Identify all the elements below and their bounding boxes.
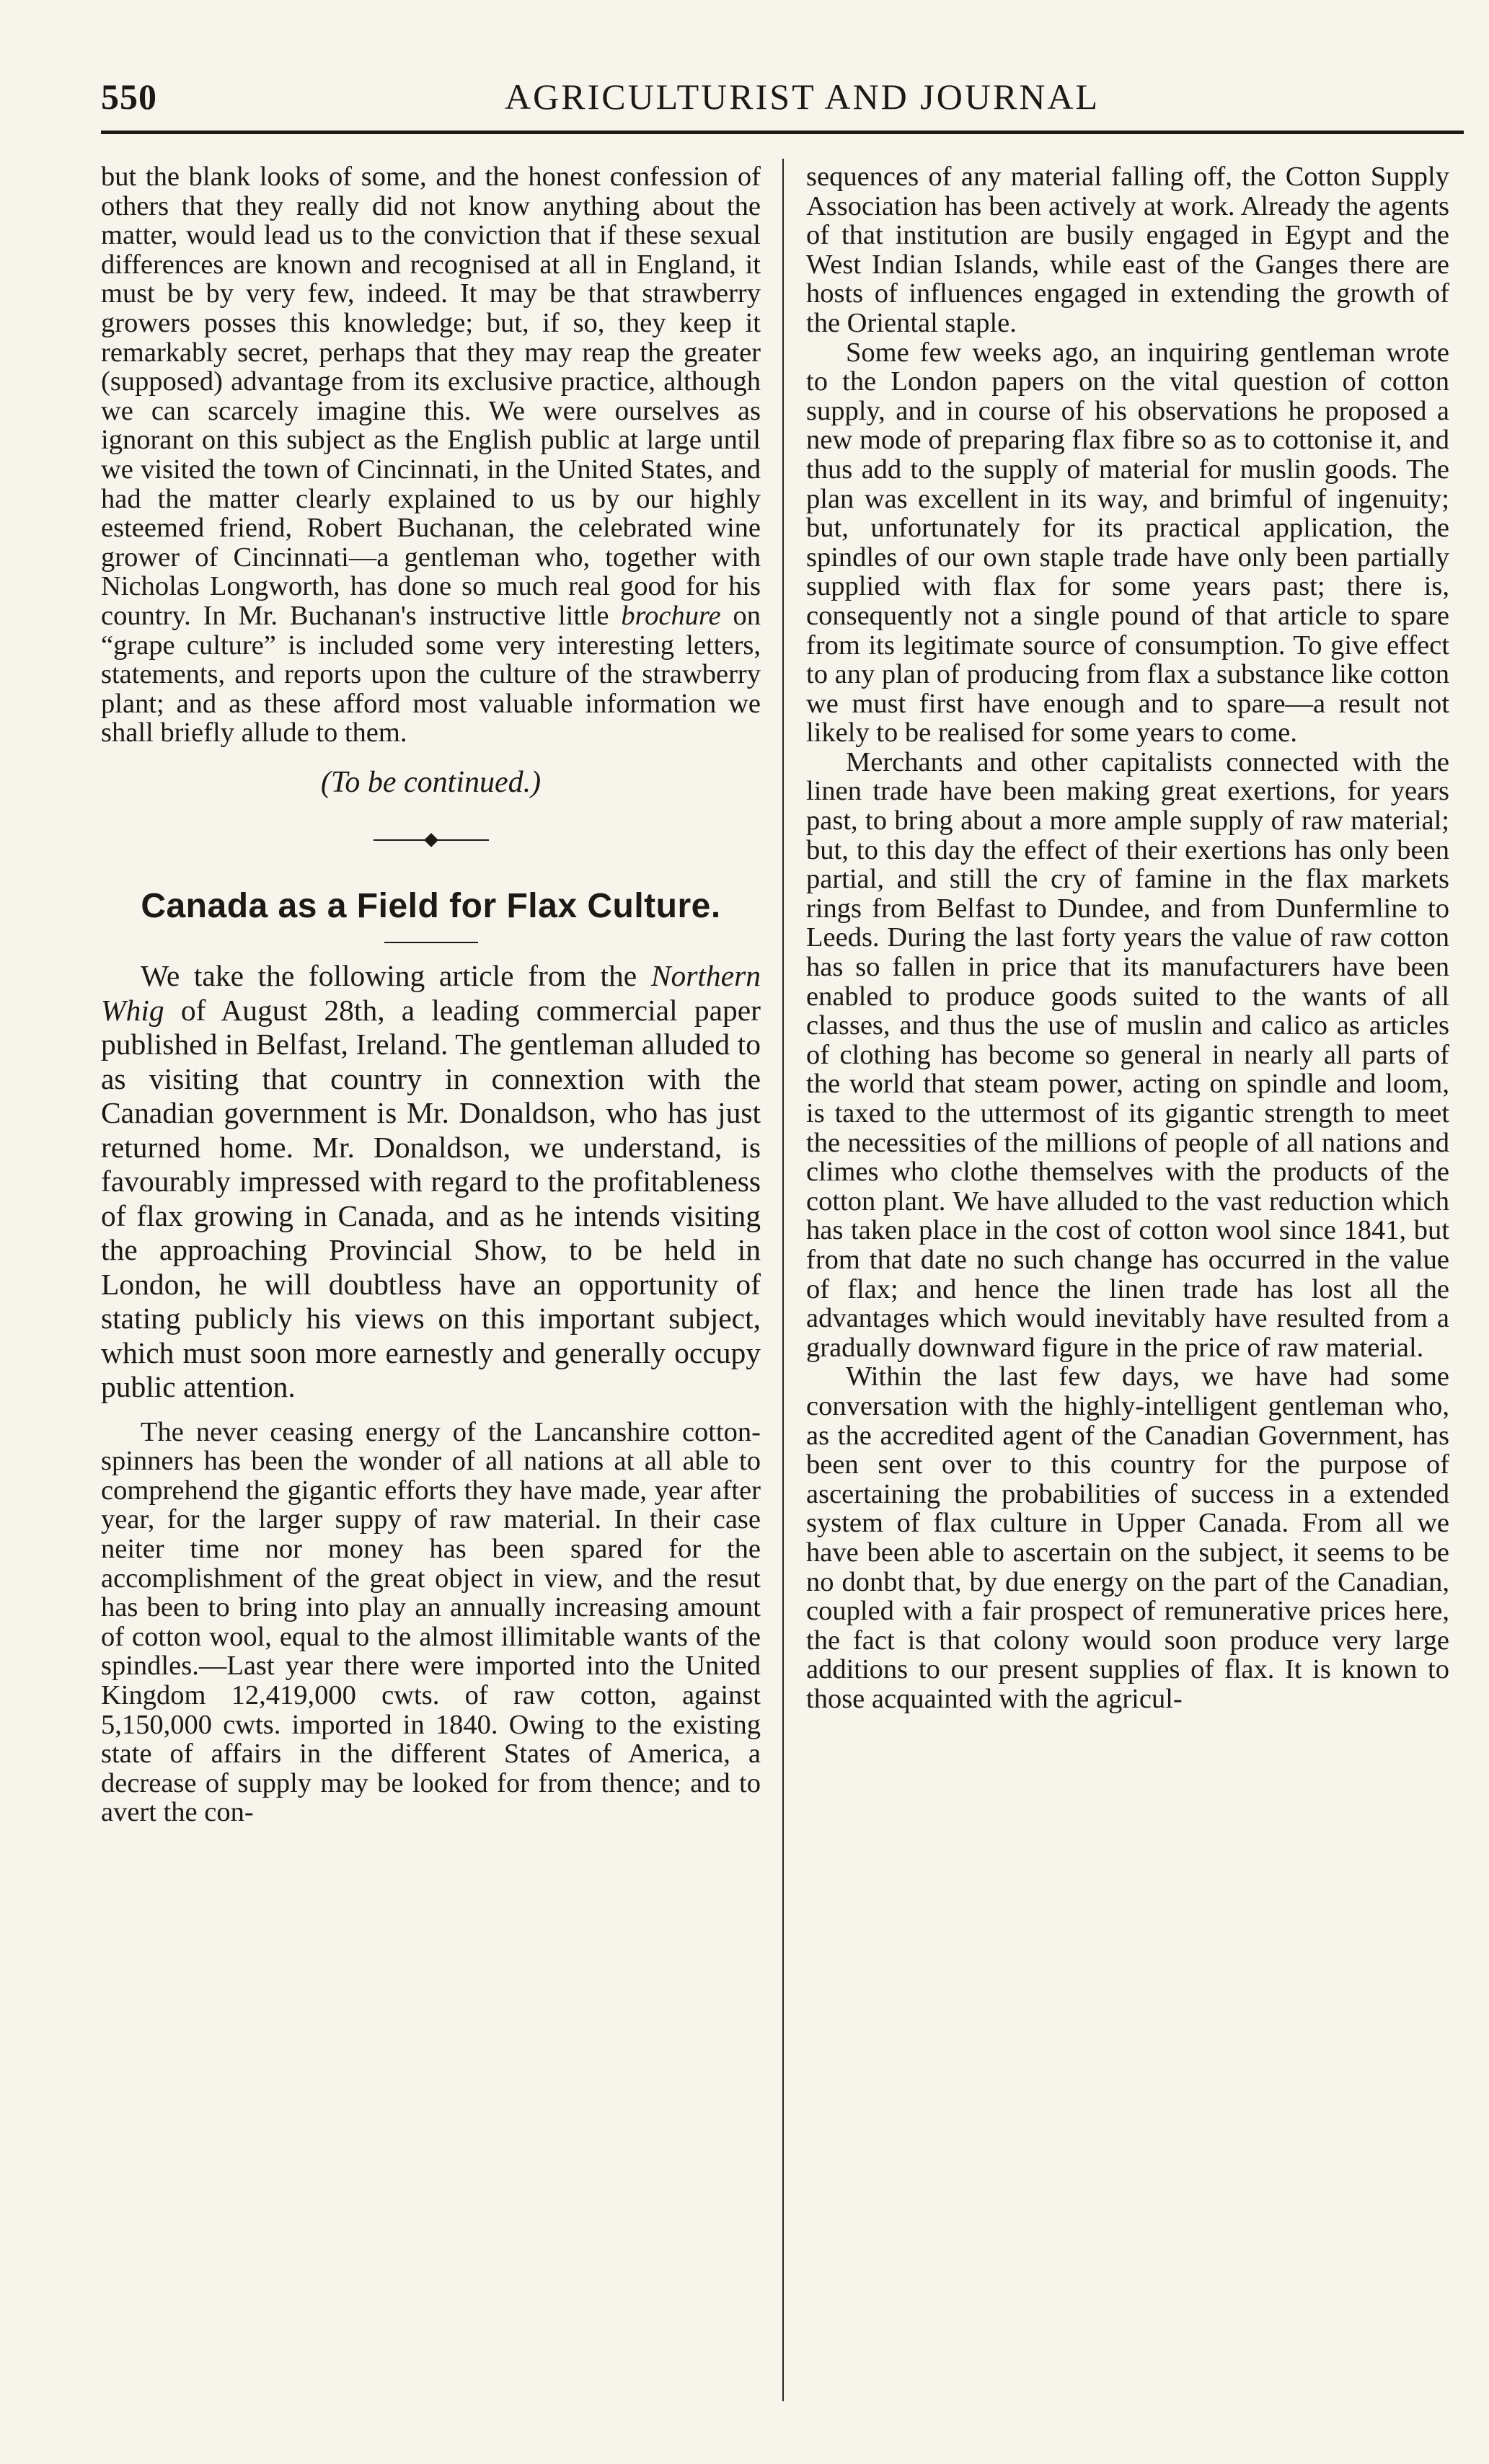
column-divider bbox=[782, 159, 784, 2401]
merchants-paragraph: Merchants and other capitalists connected with the linen trade have been making great exertions, for years past, to bring about a more ample supply of raw material; but, to this day the effect of their exertions has only been partial, and still the cry of famine in the flax markets rings from Belfast to Dundee, and from Dunfermline to Leeds. During the last forty years the value of raw cotton has so fallen in price that its manufacturers have been enabled to produce goods suited to the wants of all classes, and thus the use of muslin and calico as articles of clothing has become so general in nearly all parts of the world that steam power, acting on spindle and loom, is taxed to the uttermost of its gigantic strength to meet the necessities of the millions of people of all nations and climes who clothe themselves with the products of the cotton plant. We have alluded to the vast reduction which has taken place in the cost of cotton wool since 1841, but from that date no such change has occurred in the value of flax; and hence the linen trade has lost all the advantages which would inevitably have resulted from a gradually downward figure in the price of raw material. bbox=[806, 746, 1449, 1363]
article-intro bbox=[101, 959, 761, 1405]
canadian-agent-paragraph: Within the last few days, we have had some conversation with the highly-intelligent gentleman who, as the accredited agent of the Canadian Government, has been sent over to this country for the purpose of ascertaining the probabilities of success in a extended system of flax culture in Upper Canada. From all we have been able to ascertain on the subject, it seems to be no donbt that, by due energy on the part of the Canadian, coupled with a fair prospect of remunerative prices here, the fact is that colony would soon produce very large additions to our present supplies of flax. It is known to those acquainted with the agricul- bbox=[806, 1361, 1449, 1714]
title-rule bbox=[384, 942, 478, 943]
ornament-diamond bbox=[424, 834, 438, 848]
strawberry-text-1: but the blank looks of some, and the honest confession of others that they really did not know anything about the matter, would lead us to the conviction that if these sexual differences are known and recognised at all in England, it must be by very few, indeed. It may be that strawberry growers posses this knowledge; but, if so, they keep it remarkably secret, perhaps that they may reap the greater (supposed) advantage from its exclusive practice, although we can scarcely imagine this. We were ourselves as ignorant on this subject as the English public at large until we visited the town of Cincinnati, in the United States, and had the matter clearly explained to us by our highly esteemed friend, Robert Buchanan, the celebrated wine grower of Cincinnati—a gentleman who, together with Nicholas Longworth, has done so much real good for his country. In Mr. Buchanan's instructive little bbox=[101, 162, 761, 631]
section-divider-ornament bbox=[374, 833, 489, 847]
cotton-supply-paragraph: sequences of any material falling off, the Cotton Supply Association has been actively at work. Already the agents of that institution are busily engaged in Egypt and the West Indian Islands, while east of the Ganges there are hosts of influences engaged in extending the growth of the Oriental staple. bbox=[806, 162, 1449, 338]
page-header bbox=[101, 69, 1464, 126]
left-column bbox=[101, 162, 761, 1827]
intro-text-1: We take the following article from the bbox=[141, 959, 651, 993]
newspaper-page bbox=[101, 69, 1471, 2412]
strawberry-text-2: on “grape culture” is included some very interesting letters, statements, and reports upon the culture of the strawberry plant; and as these afford most valuable information we shall briefly allude to them. bbox=[101, 600, 761, 749]
northern-whig-italic: Northern Whig bbox=[101, 959, 761, 1027]
brochure-italic: brochure bbox=[621, 600, 721, 631]
to-be-continued: (To be continued.) bbox=[320, 765, 542, 799]
strawberry-paragraph bbox=[101, 162, 761, 748]
article-title: Canada as a Field for Flax Culture. bbox=[141, 887, 721, 926]
page-number: 550 bbox=[101, 76, 157, 117]
right-column bbox=[806, 162, 1449, 1713]
intro-text-2: of August 28th, a leading commercial paper published in Belfast, Ireland. The gentleman alluded to as visiting that country in connextion with the Canadian government is Mr. Donaldson, who has just returned home. Mr. Donaldson, we understand, is favourably impressed with regard to the profitableness of flax growing in Canada, and as he intends visiting the approaching Provincial Show, to be held in London, he will doubtless have an opportunity of stating publicly his views on this important subject, which must soon more earnestly and generally occupy public attention. bbox=[101, 993, 761, 1404]
flax-fibre-paragraph: Some few weeks ago, an inquiring gentleman wrote to the London papers on the vital question of cotton supply, and in course of his observations he proposed a new mode of preparing flax fibre so as to cottonise it, and thus add to the supply of material for muslin goods. The plan was excellent in its way, and brimful of ingenuity; but, unfortunately for its practical application, the spindles of our own staple trade have only been partially supplied with flax for some years past; there is, consequently not a single pound of that article to spare from its legitimate source of consumption. To give effect to any plan of producing from flax a substance like cotton we must first have enough and to spare—a result not likely to be realised for some years to come. bbox=[806, 337, 1449, 749]
cotton-spinners-paragraph: The never ceasing energy of the Lancanshire cotton-spinners has been the wonder of all nations at all able to comprehend the gigantic efforts they have made, year after year, for the larger suppy of raw material. In their case neiter time nor money has been spared for the accomplishment of the great object in view, and the resut has been to bring into play an annually increasing amount of cotton wool, equal to the almost illimitable wants of the spindles.—Last year there were imported into the United Kingdom 12,419,000 cwts. of raw cotton, against 5,150,000 cwts. imported in 1840. Owing to the existing state of affairs in the different States of America, a decrease of supply may be looked for from thence; and to avert the con- bbox=[101, 1416, 761, 1828]
running-head: AGRICULTURIST AND JOURNAL bbox=[505, 76, 1100, 117]
header-rule bbox=[101, 131, 1464, 134]
